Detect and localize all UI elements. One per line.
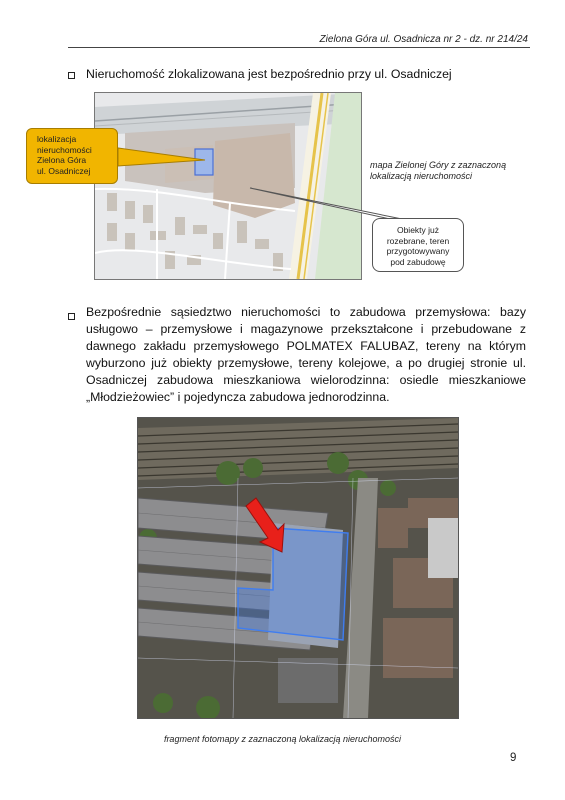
objects-callout-line: przygotowywany <box>386 246 450 256</box>
location-map <box>94 92 362 280</box>
location-callout <box>26 128 118 184</box>
aerial-photo <box>137 417 459 719</box>
header-rule <box>68 47 530 48</box>
page-header: Zielona Góra ul. Osadnicza nr 2 - dz. nr 214/24 <box>319 34 528 45</box>
objects-callout-line: pod zabudowę <box>390 256 446 267</box>
location-callout-line: ul. Osadniczej <box>37 165 91 176</box>
location-callout-line: Zielona Góra <box>37 155 87 165</box>
objects-callout <box>372 218 464 272</box>
map-caption-line: lokalizacją nieruchomości <box>370 171 473 181</box>
bullet-icon <box>68 72 75 79</box>
aerial-photo-graphic <box>138 418 458 718</box>
page-number: 9 <box>510 752 517 764</box>
objects-callout-line: Obiekty już <box>396 225 440 235</box>
map-caption <box>370 160 510 182</box>
map-graphic <box>95 93 361 279</box>
map-caption-line: mapa Zielonej Góry z zaznaczoną <box>370 160 507 170</box>
location-callout-line: lokalizacja <box>37 134 77 144</box>
section2-text: Bezpośrednie sąsiedztwo nieruchomości to zabudowa przemysłowa: bazy usługowo – przemysłowe i magazynowe przekształcone i przebudowane z dawnego zakładu przemysłowego POLMATEX FALUBAZ, tereny na którym wyburzono już obiekty przemysłowe, tereny kolejowe, a po drugiej stronie ul. Osadniczej zabudowa mieszkaniowa wielorodzinna: osiedle mieszkaniowe „Młodzieżowiec” i pojedyncza zabudowa jednorodzinna. <box>86 305 526 404</box>
bullet-icon <box>68 313 75 320</box>
photo-caption: fragment fotomapy z zaznaczoną lokalizacją nieruchomości <box>163 734 402 744</box>
location-callout-line: nieruchomości <box>37 144 92 155</box>
objects-callout-line: rozebrane, teren <box>386 235 450 246</box>
section1-text: Nieruchomość zlokalizowana jest bezpośrednio przy ul. Osadniczej <box>86 67 452 81</box>
